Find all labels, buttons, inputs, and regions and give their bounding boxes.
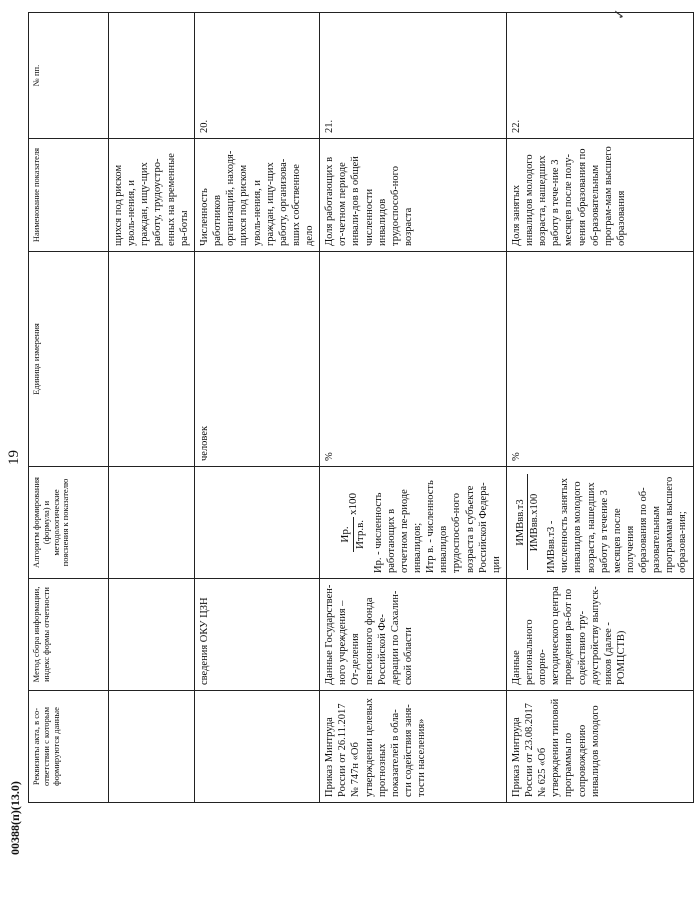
row-requisites [195, 691, 320, 803]
row-name: Численность работников организаций, находя-щихся под риском уволь-нения, и граждан, ищу-щих работу, организова-вших собственное дело [195, 139, 320, 252]
formula-denominator: Итр.в. [353, 519, 366, 550]
row-algorithm: ИМВвв.т3 - численность занятых инвалидов молодого возраста, нашедших работу в течение 3 месяцев после получения образования по об-разовательным программам высшего образова-ния; [546, 476, 689, 573]
table-row [195, 13, 320, 803]
row-num: 21. [320, 13, 507, 139]
header-requisites: Реквизиты акта, в со-ответствии с которым формируются данные [29, 691, 109, 803]
indicators-table [28, 12, 694, 803]
formula-multiplier: x100 [529, 493, 540, 515]
formula-multiplier: x100 [346, 492, 359, 515]
formula [514, 472, 541, 573]
row-algorithm [109, 467, 195, 579]
row-name: Доля занятых инвалидов молодого возраста, нашедших работу в тече-ние 3 месяцев после полу-чения образования по об-разовательным програм-мам высшего образования [506, 139, 693, 252]
row-name: щихся под риском уволь-нения, и граждан, ищу-щих работу, трудоустро-енных на временные ра-боты [109, 139, 195, 252]
page-number: 19 [6, 450, 22, 465]
table-row [109, 13, 195, 803]
row-method: Данные Государствен-ного учреждения – От-деления пенсионного фонда Российской Фе-дерации по Сахалин-ской области [320, 579, 507, 691]
row-algorithm-cell [320, 467, 507, 579]
row-requisites: Приказ Минтруда России от 23.08.2017 № 625 «Об утверждении типовой программы по сопровождению инвалидов молодого [506, 691, 693, 803]
corner-check-mark: ✓ [613, 8, 628, 20]
row-algorithm: Ир. - численность работающих в отчетном пе-риоде инвалидов; Итр в. - численность инвалидов трудоспособ-ного возраста в субъекте Российской Федера-ции [372, 480, 502, 573]
row-num: 22. [506, 13, 693, 139]
row-name: Доля работающих в от-четном периоде инвали-дов в общей численности инвалидов трудоспособ-ного возраста [320, 139, 507, 252]
header-algorithm: Алгоритм формирования (формула) и методологические пояснения к показателю [29, 467, 109, 579]
header-num: № пп. [29, 13, 109, 139]
row-unit: человек [195, 252, 320, 467]
header-name: Наименование показателя [29, 139, 109, 252]
row-algorithm [195, 467, 320, 579]
row-unit: % [506, 252, 693, 467]
header-method: Метод сбора информации, индекс формы отчетности [29, 579, 109, 691]
row-num: 20. [195, 13, 320, 139]
formula-fraction [514, 475, 541, 571]
formula-denominator [528, 475, 541, 571]
row-method: Данные регионального опорно-методического центра проведения ра-бот по содействию тру-доустройству выпуск-ников (далее - РОМЦСТВ) [506, 579, 693, 691]
row-algorithm-cell [506, 467, 693, 579]
row-requisites [109, 691, 195, 803]
table-row [506, 13, 693, 803]
document-code: 00388(п)(13.0) [8, 781, 22, 855]
table-row [320, 13, 507, 803]
table-header-row [29, 13, 109, 803]
row-method: сведения ОКУ ЦЗН [195, 579, 320, 691]
formula-numerator: Ир. [339, 517, 354, 552]
header-unit: Единица измерения [29, 252, 109, 467]
row-num [109, 13, 195, 139]
row-unit [109, 252, 195, 467]
formula [339, 472, 368, 573]
row-requisites: Приказ Минтруда России от 26.11.2017 № 747н «Об утверждении целевых прогнозных показателей в обла-сти содействия заня-тости населения» [320, 691, 507, 803]
formula-denominator-text: ИМВвв. [529, 514, 540, 552]
formula-numerator: ИМВвв.т3 [514, 475, 528, 571]
formula-fraction [339, 517, 368, 552]
row-method [109, 579, 195, 691]
row-unit: % [320, 252, 507, 467]
